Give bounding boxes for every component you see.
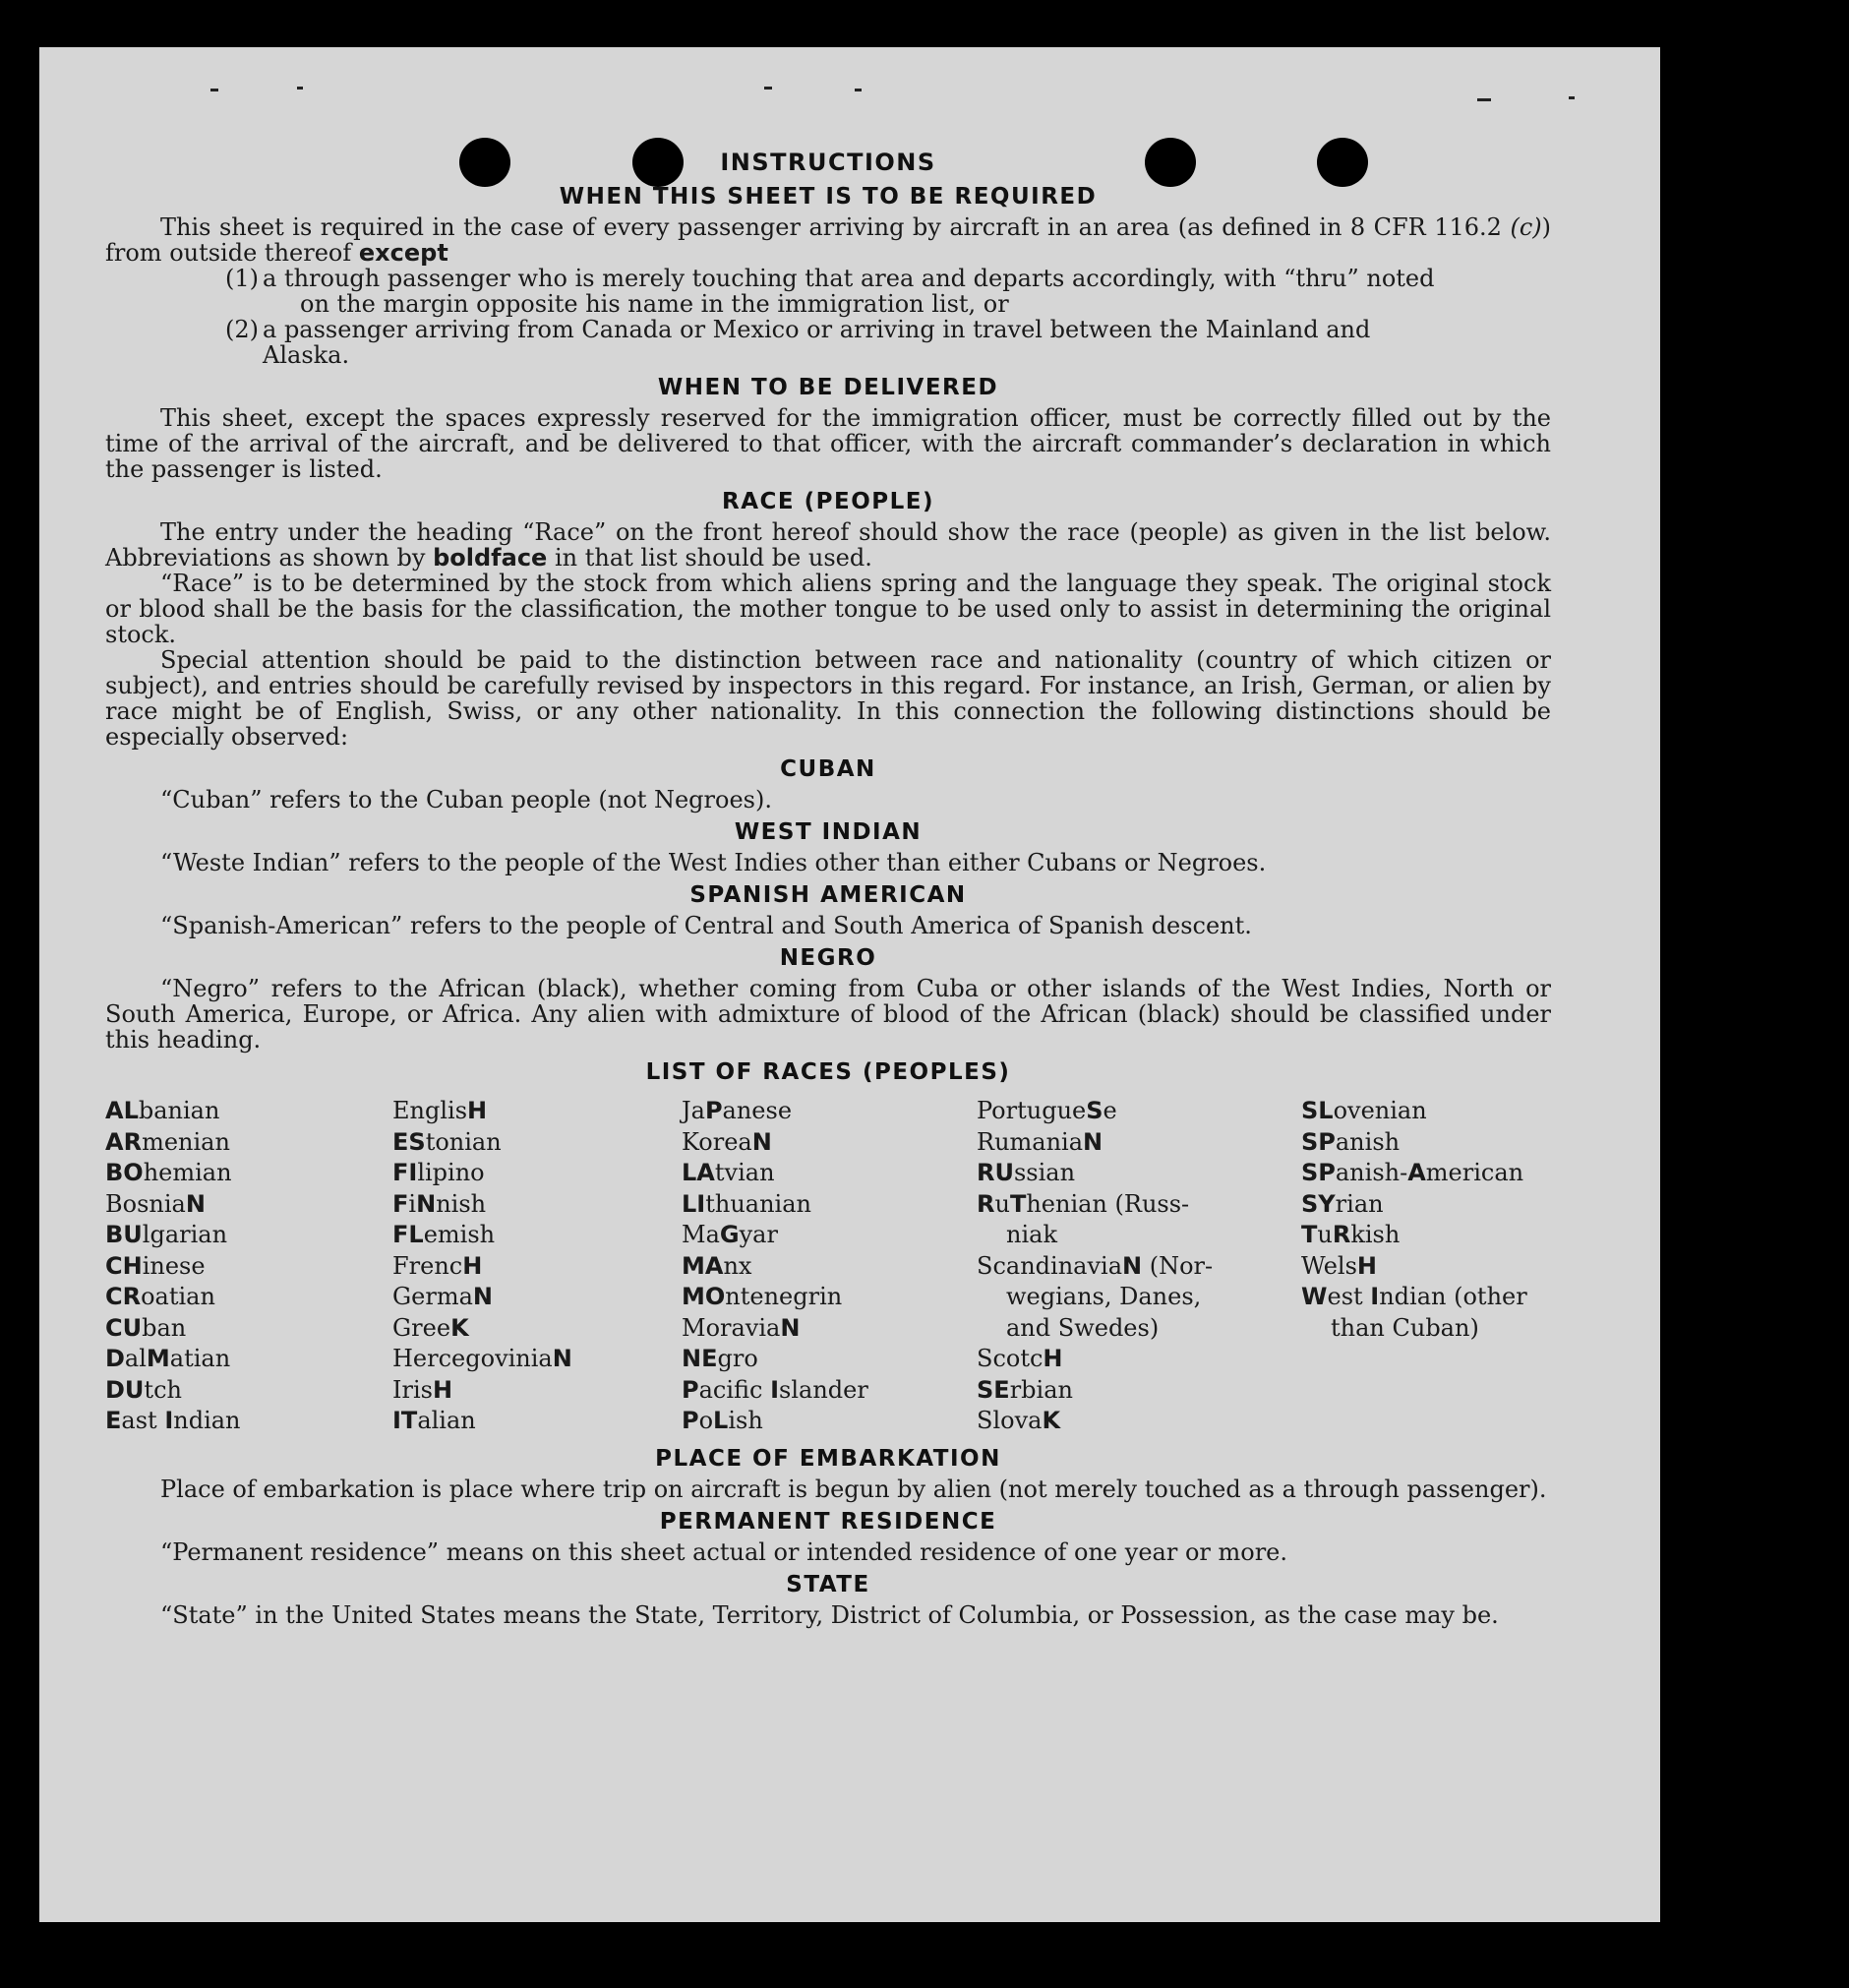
delivered-text: This sheet, except the spaces expressly reserved for the immigration officer, must be correctly filled out by the time of the arrival of the aircraft, and be delivered to that officer, with the aircraft commander’s declaration in which the passenger is listed. xyxy=(105,404,1551,483)
speck xyxy=(764,87,772,90)
section-title-spanish-american: SPANISH AMERICAN xyxy=(689,882,967,908)
race-list-item: SPanish-American xyxy=(1301,1159,1524,1186)
section-title-negro: NEGRO xyxy=(779,945,877,971)
speck xyxy=(1477,98,1491,101)
section-title-race: RACE (PEOPLE) xyxy=(722,489,934,514)
race-list-item: FLemish xyxy=(392,1221,496,1248)
section-title-state: STATE xyxy=(786,1571,870,1597)
section-title-required: WHEN THIS SHEET IS TO BE REQUIRED xyxy=(559,184,1098,210)
instructions-content xyxy=(105,148,1551,1628)
spanish-american-text: “Spanish-American” refers to the people of Central and South America of Spanish descent. xyxy=(160,912,1252,939)
race-list-item: CUban xyxy=(105,1313,187,1342)
race-list-item: RuThenian (Russ- xyxy=(977,1189,1190,1218)
race-list-item: RUssian xyxy=(977,1159,1076,1186)
speck xyxy=(1569,96,1575,99)
race-column xyxy=(977,1096,1301,1437)
race-list-continuation: wegians, Danes, xyxy=(1006,1283,1202,1310)
race-list-item: ScandinaviaN (Nor- xyxy=(977,1251,1214,1280)
race-list-item: PortugueSe xyxy=(977,1097,1117,1124)
section-title-west-indian: WEST INDIAN xyxy=(734,819,923,845)
race-list-item: IrisH xyxy=(392,1375,453,1404)
section-title-delivered: WHEN TO BE DELIVERED xyxy=(657,375,999,400)
race-column xyxy=(392,1096,682,1437)
race-list-item: WelsH xyxy=(1301,1251,1377,1280)
state-text: “State” in the United States means the State, Territory, District of Columbia, or Possession, as the case may be. xyxy=(160,1600,1499,1629)
race-list-item: GermaN xyxy=(392,1283,494,1310)
race-paragraph-1: The entry under the heading “Race” on the front hereof should show the race (people) as given in the list below. Abbreviations as shown by boldface in that list should be used. xyxy=(105,518,1551,572)
race-list-item: BosniaN xyxy=(105,1189,206,1218)
race-list-item: SErbian xyxy=(977,1375,1073,1404)
race-list-item: West Indian (other xyxy=(1301,1283,1527,1310)
cuban-text: “Cuban” refers to the Cuban people (not Negroes). xyxy=(160,786,772,813)
speck xyxy=(210,89,218,91)
race-list-item: KoreaN xyxy=(682,1127,772,1156)
speck xyxy=(297,87,303,90)
race-list-item: PoLish xyxy=(682,1407,763,1434)
race-list-continuation: than Cuban) xyxy=(1331,1313,1479,1342)
race-list-item: East Indian xyxy=(105,1407,241,1434)
race-list-continuation: and Swedes) xyxy=(1006,1313,1160,1342)
race-list-item: SLovenian xyxy=(1301,1097,1427,1124)
required-item-2: (2) a passenger arriving from Canada or Mexico or arriving in travel between the Mainland and Alaska. xyxy=(225,316,1371,369)
race-list-item: ScotcH xyxy=(977,1345,1063,1372)
race-list-item: MAnx xyxy=(682,1251,752,1280)
race-list-item: TuRkish xyxy=(1301,1221,1401,1248)
race-list-item: FIlipino xyxy=(392,1159,485,1186)
race-column xyxy=(1301,1096,1527,1437)
race-list-item: CRoatian xyxy=(105,1283,215,1310)
race-list-item: MaGyar xyxy=(682,1221,778,1248)
race-list-item: ALbanian xyxy=(105,1097,220,1124)
section-title-embarkation: PLACE OF EMBARKATION xyxy=(655,1445,1001,1472)
race-paragraph-3: Special attention should be paid to the distinction between race and nationality (country of which citizen or subject), and entries should be carefully revised by inspectors in this regard. For instance, an Irish, German, or alien by race might be of English, Swiss, or any other nationality. In this connection the following distinctions should be especially observed: xyxy=(105,646,1551,751)
race-list-item: RumaniaN xyxy=(977,1127,1103,1156)
race-list-item: EStonian xyxy=(392,1127,502,1156)
embarkation-text: Place of embarkation is place where trip on aircraft is begun by alien (not merely touched as a through passenger). xyxy=(160,1475,1547,1503)
race-list-item: BUlgarian xyxy=(105,1221,228,1248)
race-list-item: GreeK xyxy=(392,1313,469,1342)
race-column xyxy=(105,1096,392,1437)
race-list-item: JaPanese xyxy=(682,1097,793,1124)
race-list-item: BOhemian xyxy=(105,1159,232,1186)
negro-text: “Negro” refers to the African (black), whether coming from Cuba or other islands of the West Indies, North or South America, Europe, or Africa. Any alien with admixture of blood of the African (black) should be classified under this heading. xyxy=(105,975,1551,1054)
page-title: INSTRUCTIONS xyxy=(720,149,936,176)
section-title-list-of-races: LIST OF RACES (PEOPLES) xyxy=(645,1059,1011,1085)
race-list-item: ARmenian xyxy=(105,1127,230,1156)
race-list-item: FiNnish xyxy=(392,1189,487,1218)
race-list-item: DalMatian xyxy=(105,1345,231,1372)
race-list-item: ITalian xyxy=(392,1407,476,1434)
race-list-item: LAtvian xyxy=(682,1159,775,1186)
race-list-item: MOntenegrin xyxy=(682,1283,843,1310)
race-list-item: MoraviaN xyxy=(682,1313,801,1342)
race-list-item: Pacific Islander xyxy=(682,1375,868,1404)
race-list-item: FrencH xyxy=(392,1251,483,1280)
race-list-item: SPanish xyxy=(1301,1127,1401,1156)
race-list xyxy=(105,1096,1551,1437)
race-column xyxy=(682,1096,977,1437)
race-paragraph-2: “Race” is to be determined by the stock from which aliens spring and the language they speak. The original stock or blood shall be the basis for the classification, the mother tongue to be used only to assist in determining the original stock. xyxy=(105,570,1551,648)
section-title-residence: PERMANENT RESIDENCE xyxy=(659,1508,997,1535)
race-list-item: LIthuanian xyxy=(682,1189,811,1218)
race-list-item: NEgro xyxy=(682,1345,758,1372)
section-title-cuban: CUBAN xyxy=(780,756,876,782)
race-list-continuation: niak xyxy=(1006,1221,1057,1248)
race-list-item: SlovaK xyxy=(977,1407,1061,1434)
race-list-item: CHinese xyxy=(105,1251,206,1280)
race-list-item: SYrian xyxy=(1301,1189,1384,1218)
race-list-item: DUtch xyxy=(105,1375,182,1404)
west-indian-text: “Weste Indian” refers to the people of the West Indies other than either Cubans or Negroes. xyxy=(160,849,1267,876)
speck xyxy=(855,89,862,91)
race-list-item: EnglisH xyxy=(392,1097,488,1124)
race-list-item: HercegoviniaN xyxy=(392,1345,572,1372)
required-item-1: (1) a through passenger who is merely touching that area and departs accordingly, with “thru” noted on the margin opposite his name in the immigration list, or xyxy=(225,265,1435,318)
residence-text: “Permanent residence” means on this sheet actual or intended residence of one year or more. xyxy=(160,1537,1287,1566)
required-intro: This sheet is required in the case of every passenger arriving by aircraft in an area (as defined in 8 CFR 116.2 (c)) from outside thereof except xyxy=(105,213,1551,267)
